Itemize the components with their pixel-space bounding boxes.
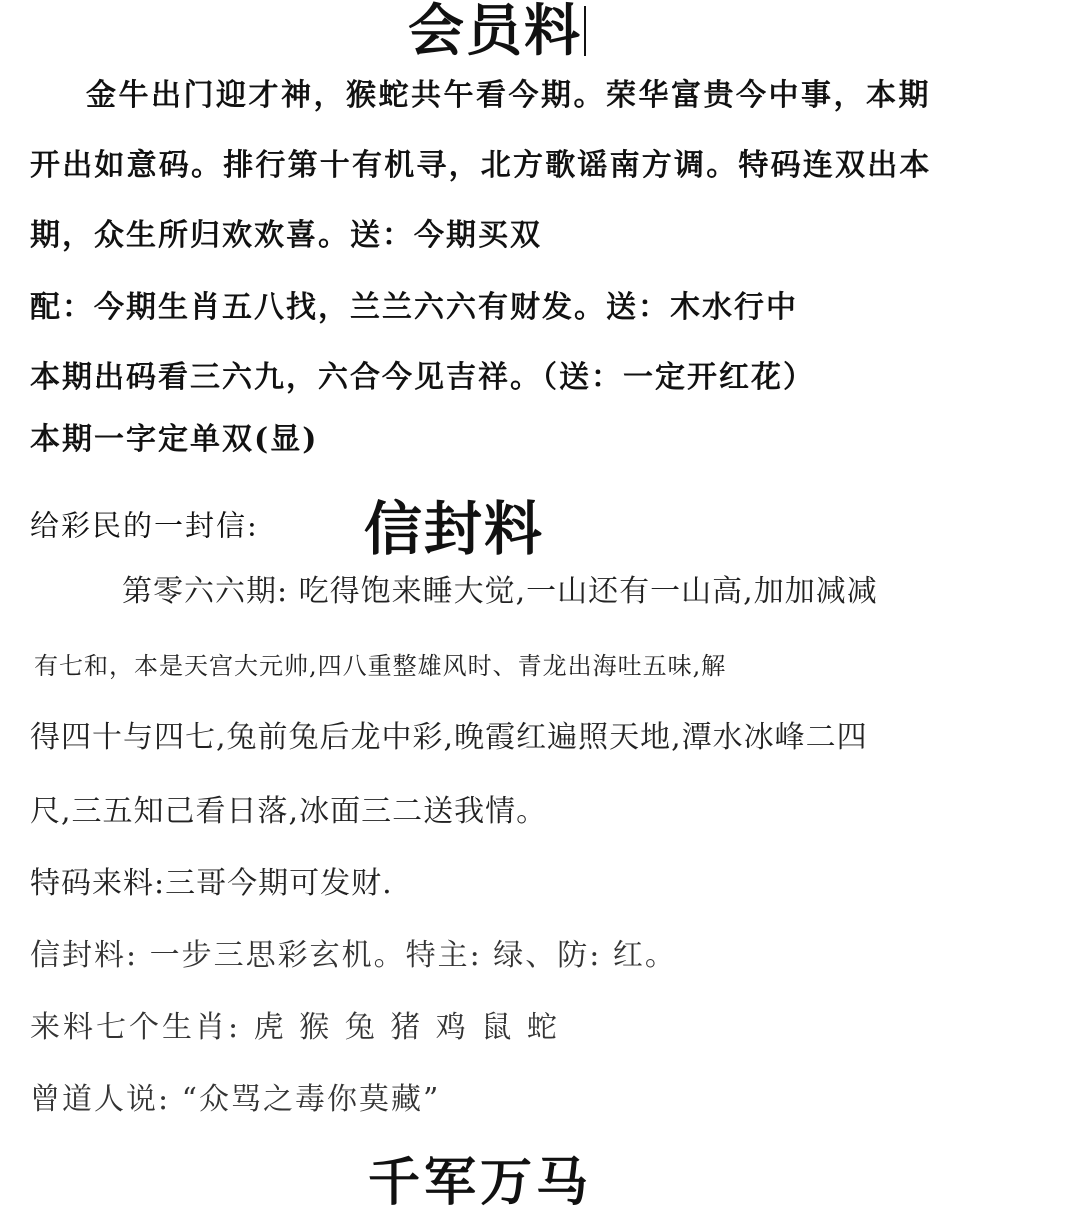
paragraph-line: 本期出码看三六九，六合今见吉祥。（送：一定开红花） [30, 360, 815, 395]
paragraph-line: 开出如意码。排行第十有机寻，北方歌谣南方调。特码连双出本 [30, 148, 932, 183]
paragraph-line: 期，众生所归欢欢喜。送：今期买双 [30, 218, 542, 253]
paragraph-line: 配：今期生肖五八找，兰兰六六有财发。送：木水行中 [30, 290, 798, 325]
paragraph-line: 得四十与四七,兔前兔后龙中彩,晚霞红遍照天地,潭水冰峰二四 [30, 720, 868, 755]
paragraph-line: 第零六六期: 吃得饱来睡大觉,一山还有一山高,加加减减 [122, 574, 878, 609]
title-xinfeng: 信封料 [363, 495, 544, 563]
title-huiyuan: 会员料 [408, 0, 586, 64]
paragraph-line: 本期一字定单双(显) [30, 422, 319, 457]
paragraph-line: 曾道人说: “众骂之毒你莫藏” [30, 1082, 441, 1117]
text-cursor [584, 6, 586, 56]
letter-heading-row [30, 482, 544, 563]
paragraph-line: 尺,三五知己看日落,冰面三二送我情。 [30, 794, 548, 829]
title-qianjun: 千军万马 [368, 1152, 593, 1213]
paragraph-line: 金牛出门迎才神，猴蛇共午看今期。荣华富贵今中事，本期 [86, 78, 931, 113]
paragraph-line: 有七和，本是天宫大元帅,四八重整雄风时、青龙出海吐五味,解 [34, 652, 727, 680]
letter-lead: 给彩民的一封信: [30, 508, 259, 543]
paragraph-line: 信封料: 一步三思彩玄机。特主: 绿、防: 红。 [30, 938, 677, 973]
paragraph-line: 来料七个生肖: 虎 猴 兔 猪 鸡 鼠 蛇 [30, 1010, 560, 1045]
paragraph-line: 特码来料:三哥今期可发财. [30, 866, 393, 901]
